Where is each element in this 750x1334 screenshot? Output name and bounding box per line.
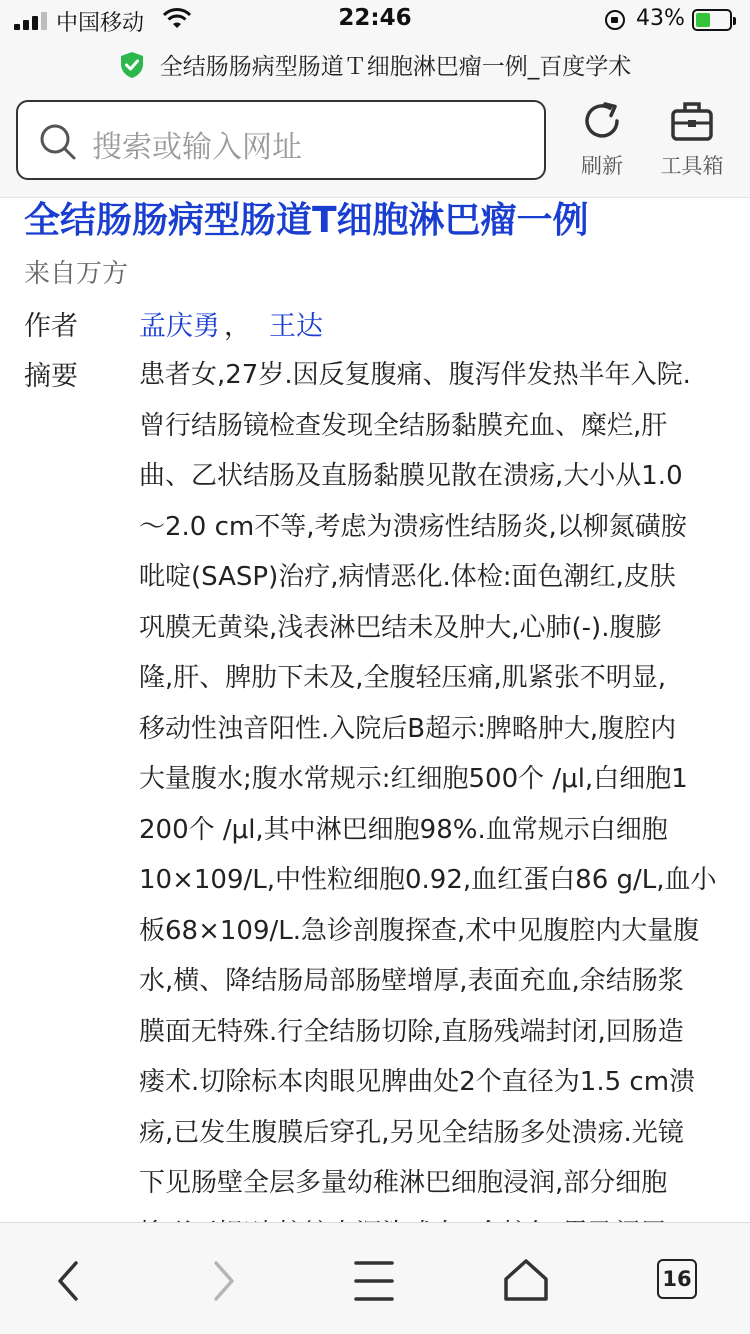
authors-label: 作者: [24, 311, 78, 342]
tab-count-button[interactable]: 16: [657, 1259, 697, 1299]
bottom-toolbar: [0, 1222, 750, 1334]
menu-icon[interactable]: [344, 1253, 404, 1309]
abstract-line: 下见肠壁全层多量幼稚淋巴细胞浸润,部分细胞: [139, 1168, 668, 1198]
refresh-label: 刷新: [581, 154, 623, 178]
abstract-line: 水,横、降结肠局部肠壁增厚,表面充血,余结肠浆: [139, 966, 684, 996]
abstract-line: 患者女,27岁.因反复腹痛、腹泻伴发热半年入院.: [139, 360, 691, 390]
home-icon[interactable]: [496, 1253, 556, 1309]
orientation-lock-icon: [605, 10, 625, 30]
abstract-line: 隆,肝、脾肋下未及,全腹轻压痛,肌紧张不明显,: [139, 663, 667, 693]
browser-header: [0, 40, 750, 198]
clock: 22:46: [338, 5, 412, 31]
status-bar: [0, 0, 750, 40]
abstract-line: 移动性浊音阳性.入院后B超示:脾略肿大,腹腔内: [139, 713, 677, 744]
search-input[interactable]: [16, 100, 546, 180]
abstract-line: 瘘术.切除标本肉眼见脾曲处2个直径为1.5 cm溃: [139, 1067, 696, 1097]
article-title[interactable]: 全结肠肠病型肠道T细胞淋巴瘤一例: [24, 200, 589, 241]
abstract-line: 200个 /μl,其中淋巴细胞98%.血常规示白细胞: [139, 814, 668, 845]
article-source: 来自万方: [24, 259, 129, 289]
abstract-label: 摘要: [24, 361, 78, 392]
abstract-line: 巩膜无黄染,浅表淋巴结未及肿大,心肺(-).腹膨: [139, 612, 662, 643]
page-title: 全结肠肠病型肠道Ｔ细胞淋巴瘤一例_百度学术: [159, 54, 632, 80]
refresh-button[interactable]: [560, 98, 644, 188]
abstract-line: 曲、乙状结肠及直肠黏膜见散在溃疡,大小从1.0: [139, 461, 683, 491]
page-title-row: [0, 48, 750, 84]
author-separator: ，: [224, 311, 251, 342]
abstract-line: 10×109/L,中性粒细胞0.92,血红蛋白86 g/L,血小: [139, 865, 717, 895]
abstract-line: 曾行结肠镜检查发现全结肠黏膜充血、糜烂,肝: [139, 410, 668, 441]
back-icon[interactable]: [40, 1253, 100, 1309]
author-link[interactable]: 王达: [269, 311, 323, 342]
abstract-line: 大量腹水;腹水常规示:红细胞500个 /μl,白细胞1: [139, 764, 688, 794]
authors-list: [139, 304, 323, 343]
carrier-name: 中国移动: [56, 11, 145, 36]
abstract-text: [139, 350, 739, 1259]
abstract-line: 吡啶(SASP)治疗,病情恶化.体检:面色潮红,皮肤: [139, 562, 676, 592]
battery-icon: [692, 9, 732, 31]
refresh-icon: [579, 98, 625, 144]
toolbox-button[interactable]: [650, 98, 734, 188]
article-content: [0, 198, 750, 1222]
abstract-line: 膜面无特殊.行全结肠切除,直肠残端封闭,回肠造: [139, 1016, 684, 1047]
search-placeholder: 搜索或输入网址: [92, 130, 302, 165]
shield-check-icon: [119, 51, 145, 79]
abstract-line: 疡,已发生腹膜后穿孔,另见全结肠多处溃疡.光镜: [139, 1117, 684, 1148]
battery-percentage: 43%: [636, 6, 685, 31]
search-icon: [38, 122, 78, 162]
toolbox-icon: [669, 98, 715, 144]
abstract-line: ～2.0 cm不等,考虑为溃疡性结肠炎,以柳氮磺胺: [139, 511, 687, 542]
forward-icon[interactable]: [192, 1253, 252, 1309]
toolbox-label: 工具箱: [660, 154, 724, 178]
author-link[interactable]: 孟庆勇: [139, 311, 220, 342]
abstract-line: 板68×109/L.急诊剖腹探查,术中见腹腔内大量腹: [139, 915, 700, 946]
